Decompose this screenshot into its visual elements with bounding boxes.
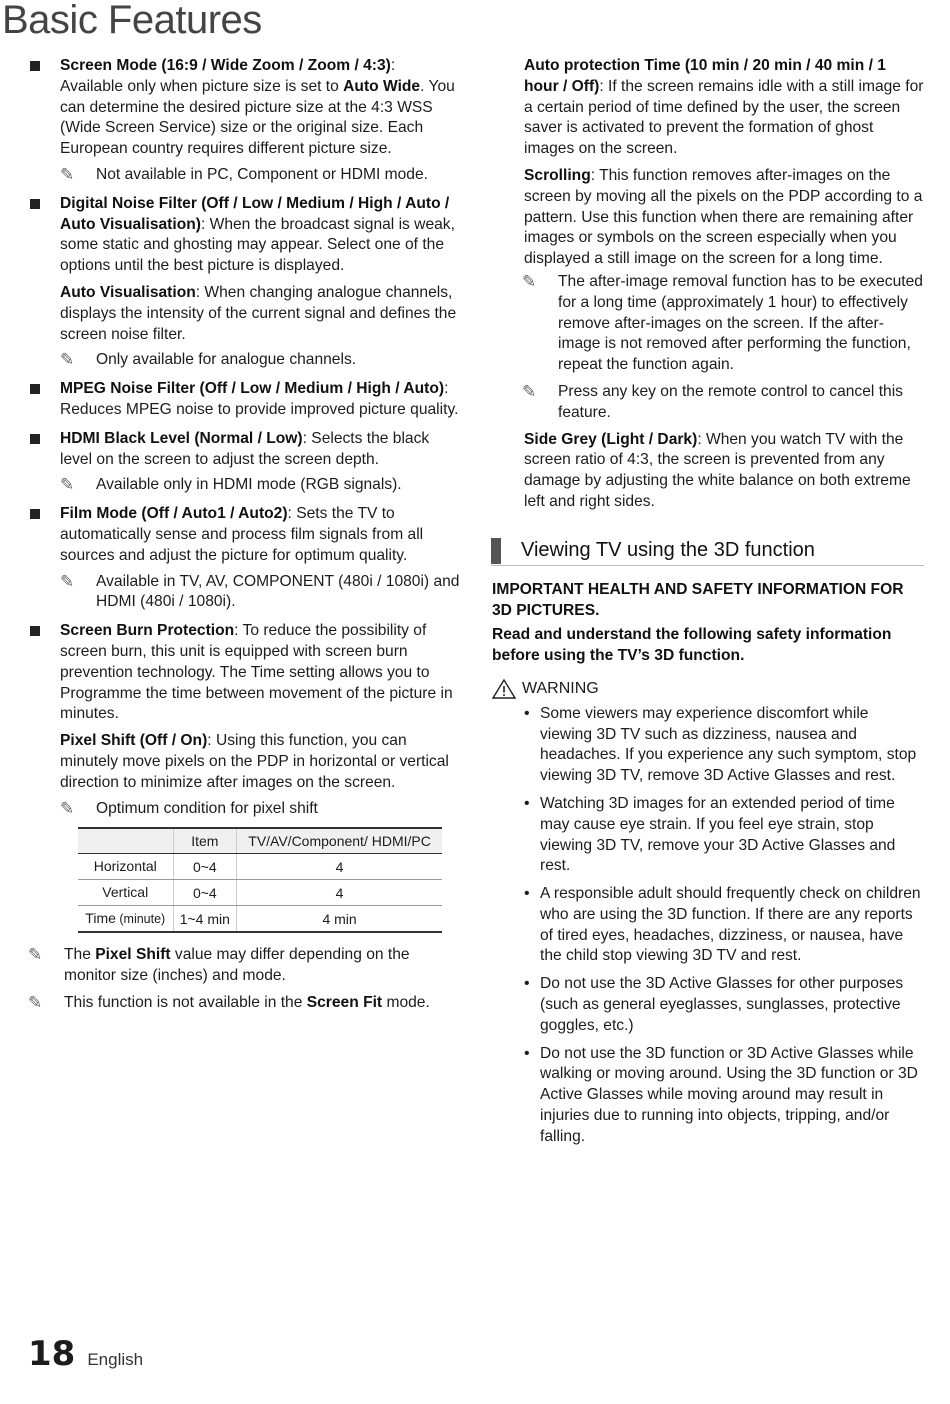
side-grey-text: : When you watch TV with the screen ratio of 4:3, the screen is prevented from any damage by adjusting the white balance on both extreme left and right sides. [524,430,911,510]
read-instruction: Read and understand the following safety information before using the TV’s 3D function. [492,626,892,665]
section-heading [491,535,924,566]
page-number: 18 [28,1334,76,1374]
row-label-suffix: (minute) [115,912,166,927]
note-bold: Screen Fit [306,993,383,1011]
note-text: mode. [382,993,430,1011]
note [60,799,460,820]
note [522,272,924,376]
note-bold: Pixel Shift [95,946,171,964]
note-text: The [64,946,96,964]
screen-mode-text: : Available only when picture size is set to [60,57,396,95]
section-title: Viewing TV using the 3D function [521,538,815,561]
table-cell: 4 [237,880,442,906]
hdmi-black-text: : Selects the black level on the screen to adjust the screen depth. [60,429,430,468]
note-text: The after-image removal function has to be executed for a long time (approximately 1 hour) to effectively remove after-images on the screen. If the after-image is not removed after performing the function, repeat the function again. [558,272,923,374]
left-column [28,56,460,1014]
note-text: This function is not available in the [64,993,307,1011]
list-item-text: Do not use the 3D Active Glasses for other purposes (such as general eyeglasses, sunglasses, protective goggles, etc.) [540,975,904,1034]
pencil-note-icon: ✎ [60,798,75,818]
table-cell: 4 min [237,906,442,933]
table-cell: 4 [237,854,442,880]
table-header [78,828,173,854]
note [60,350,460,371]
bullet-dot-icon: • [524,1044,530,1062]
mpeg-term: MPEG Noise Filter (Off / Low / Medium / High / Auto) [60,380,445,398]
bullet-dot-icon: • [524,794,530,812]
mpeg-text: : Reduces MPEG noise to provide improved picture quality. [60,380,459,418]
table-header: Item [173,828,237,854]
list-item [492,794,924,877]
auto-vis-text: : When changing analogue channels, displays the intensity of the current signal and defines the screen noise filter. [60,283,457,343]
table-row [78,906,442,933]
warning-label [492,679,924,700]
list-item-text: A responsible adult should frequently check on children who are using the 3D function. If there are any reports of tired eyes, headaches, dizziness, or nausea, have the child stop viewing 3D TV and rest. [540,885,921,965]
right-column [492,56,924,1155]
film-mode-term: Film Mode (Off / Auto1 / Auto2) [60,505,288,523]
table-cell: 0~4 [173,854,237,880]
warning-triangle-icon [492,679,516,699]
row-label-text: Horizontal [93,858,157,875]
row-label [78,854,173,880]
list-item-text: Some viewers may experience discomfort while viewing 3D TV such as dizziness, nausea and headaches. If you experience any such symptom, stop viewing 3D TV, remove 3D Active Glasses and rest. [540,704,917,785]
list-item [492,884,924,967]
pixel-shift-text: : Using this function, you can minutely move pixels on the PDP in horizontal or vertical direction to minimize after images on the screen. [60,732,449,791]
scrolling-text: : This function removes after-images on the screen by moving all the pixels on the PDP according to a pattern. Use this function when there are remaining after images or symbols on the screen especially when you displayed a still image on the screen for a long time. [524,166,923,268]
pencil-note-icon: ✎ [28,992,43,1012]
note-text: Press any key on the remote control to cancel this feature. [558,382,903,421]
note-text: Only available for analogue channels. [96,351,357,369]
note [60,165,460,186]
row-label-text: Vertical [102,884,149,901]
warning-text: WARNING [522,679,599,697]
scrolling-para [492,166,924,270]
scrolling-term: Scrolling [524,166,591,184]
auto-vis-term: Auto Visualisation [60,283,196,301]
square-bullet-icon [30,509,40,519]
pencil-note-icon: ✎ [60,164,75,184]
dnf-term: Digital Noise Filter (Off / Low / Medium / High / Auto / Auto Visualisation) [60,194,450,233]
list-item-text: Do not use the 3D function or 3D Active Glasses while walking or moving around. Using the 3D function or 3D Active Glasses while moving around may result in injuries due to running into objects, tripping, and/or falling. [540,1044,918,1145]
note [60,475,460,496]
dnf-text: : When the broadcast signal is weak, some static and ghosting may appear. Select one of the options until the best picture is displayed. [60,215,455,275]
burn-text: : To reduce the possibility of screen burn, this unit is equipped with screen burn prevention technology. The Time setting allows you to Programme the time between movement of the picture in minutes. [60,622,453,723]
pencil-note-icon: ✎ [60,475,75,495]
table-cell: 0~4 [173,880,237,906]
bullet-dot-icon: • [524,885,530,903]
list-item [492,974,924,1036]
list-item [492,1044,924,1148]
section-bar [491,538,501,564]
bullet-dot-icon: • [524,975,530,993]
square-bullet-icon [30,61,40,71]
film-mode-text: : Sets the TV to automatically sense and process film signals from all sources and adjust the picture for optimum quality. [60,505,424,564]
film-mode-item [28,504,460,613]
list-item [492,704,924,787]
note-text: value may differ depending on the monitor size (inches) and mode. [64,946,410,985]
screen-mode-item [28,56,460,186]
burn-item [28,621,460,819]
note-text: Optimum condition for pixel shift [96,799,318,817]
pixel-shift-table [78,827,442,933]
auto-protection-term: Auto protection Time (10 min / 20 min / 40 min / 1 hour / Off) [524,57,886,95]
auto-protection-text: : If the screen remains idle with a still image for a certain period of time defined by the user, the screen saver is activated to prevent the formation of ghost images on the screen. [524,77,924,158]
auto-protection-para [492,56,924,160]
table-cell: 1~4 min [173,906,237,933]
note-text: Available only in HDMI mode (RGB signals). [96,476,402,494]
hdmi-black-term: HDMI Black Level (Normal / Low) [60,429,303,447]
row-label-text: Time [85,910,116,927]
square-bullet-icon [30,199,40,209]
screen-mode-term: Screen Mode (16:9 / Wide Zoom / Zoom / 4:3) [60,57,391,74]
side-grey-term: Side Grey (Light / Dark) [524,430,698,448]
pencil-note-icon: ✎ [28,945,43,965]
pencil-note-icon: ✎ [522,271,537,291]
hdmi-black-item [28,429,460,496]
square-bullet-icon [30,626,40,636]
square-bullet-icon [30,434,40,444]
pencil-note-icon: ✎ [60,350,75,370]
page-footer [28,1334,144,1374]
row-label [78,906,173,933]
pixel-shift-term: Pixel Shift (Off / On) [60,732,208,750]
note [28,993,460,1014]
pencil-note-icon: ✎ [522,381,537,401]
table-row [78,880,442,906]
burn-term: Screen Burn Protection [60,622,235,640]
note-text: Not available in PC, Component or HDMI mode. [96,165,428,183]
note [28,945,460,987]
important-heading: IMPORTANT HEALTH AND SAFETY INFORMATION FOR 3D PICTURES. [492,580,904,619]
dnf-item [28,194,460,371]
list-item-text: Watching 3D images for an extended period of time may cause eye strain. If you feel eye strain, stop viewing 3D TV, remove your 3D Active Glasses and rest. [540,794,896,875]
mpeg-item [28,379,460,421]
page-title: Basic Features [2,0,262,42]
auto-wide-term: Auto Wide [343,77,421,95]
square-bullet-icon [30,384,40,394]
note [522,382,924,424]
screen-mode-text-cont: . You can determine the desired picture size at the 4:3 WSS (Wide Screen Service) size or the original size. Each European country requires different picture size. [60,77,455,158]
row-label [78,880,173,906]
table-row [78,854,442,880]
note-text: Available in TV, AV, COMPONENT (480i / 1080i) and HDMI (480i / 1080i). [96,572,460,611]
pencil-note-icon: ✎ [60,571,75,591]
note [60,572,460,614]
table-header: TV/AV/Component/ HDMI/PC [237,828,442,854]
page-language: English [87,1350,144,1369]
side-grey-para [492,430,924,513]
bullet-dot-icon: • [524,704,530,722]
